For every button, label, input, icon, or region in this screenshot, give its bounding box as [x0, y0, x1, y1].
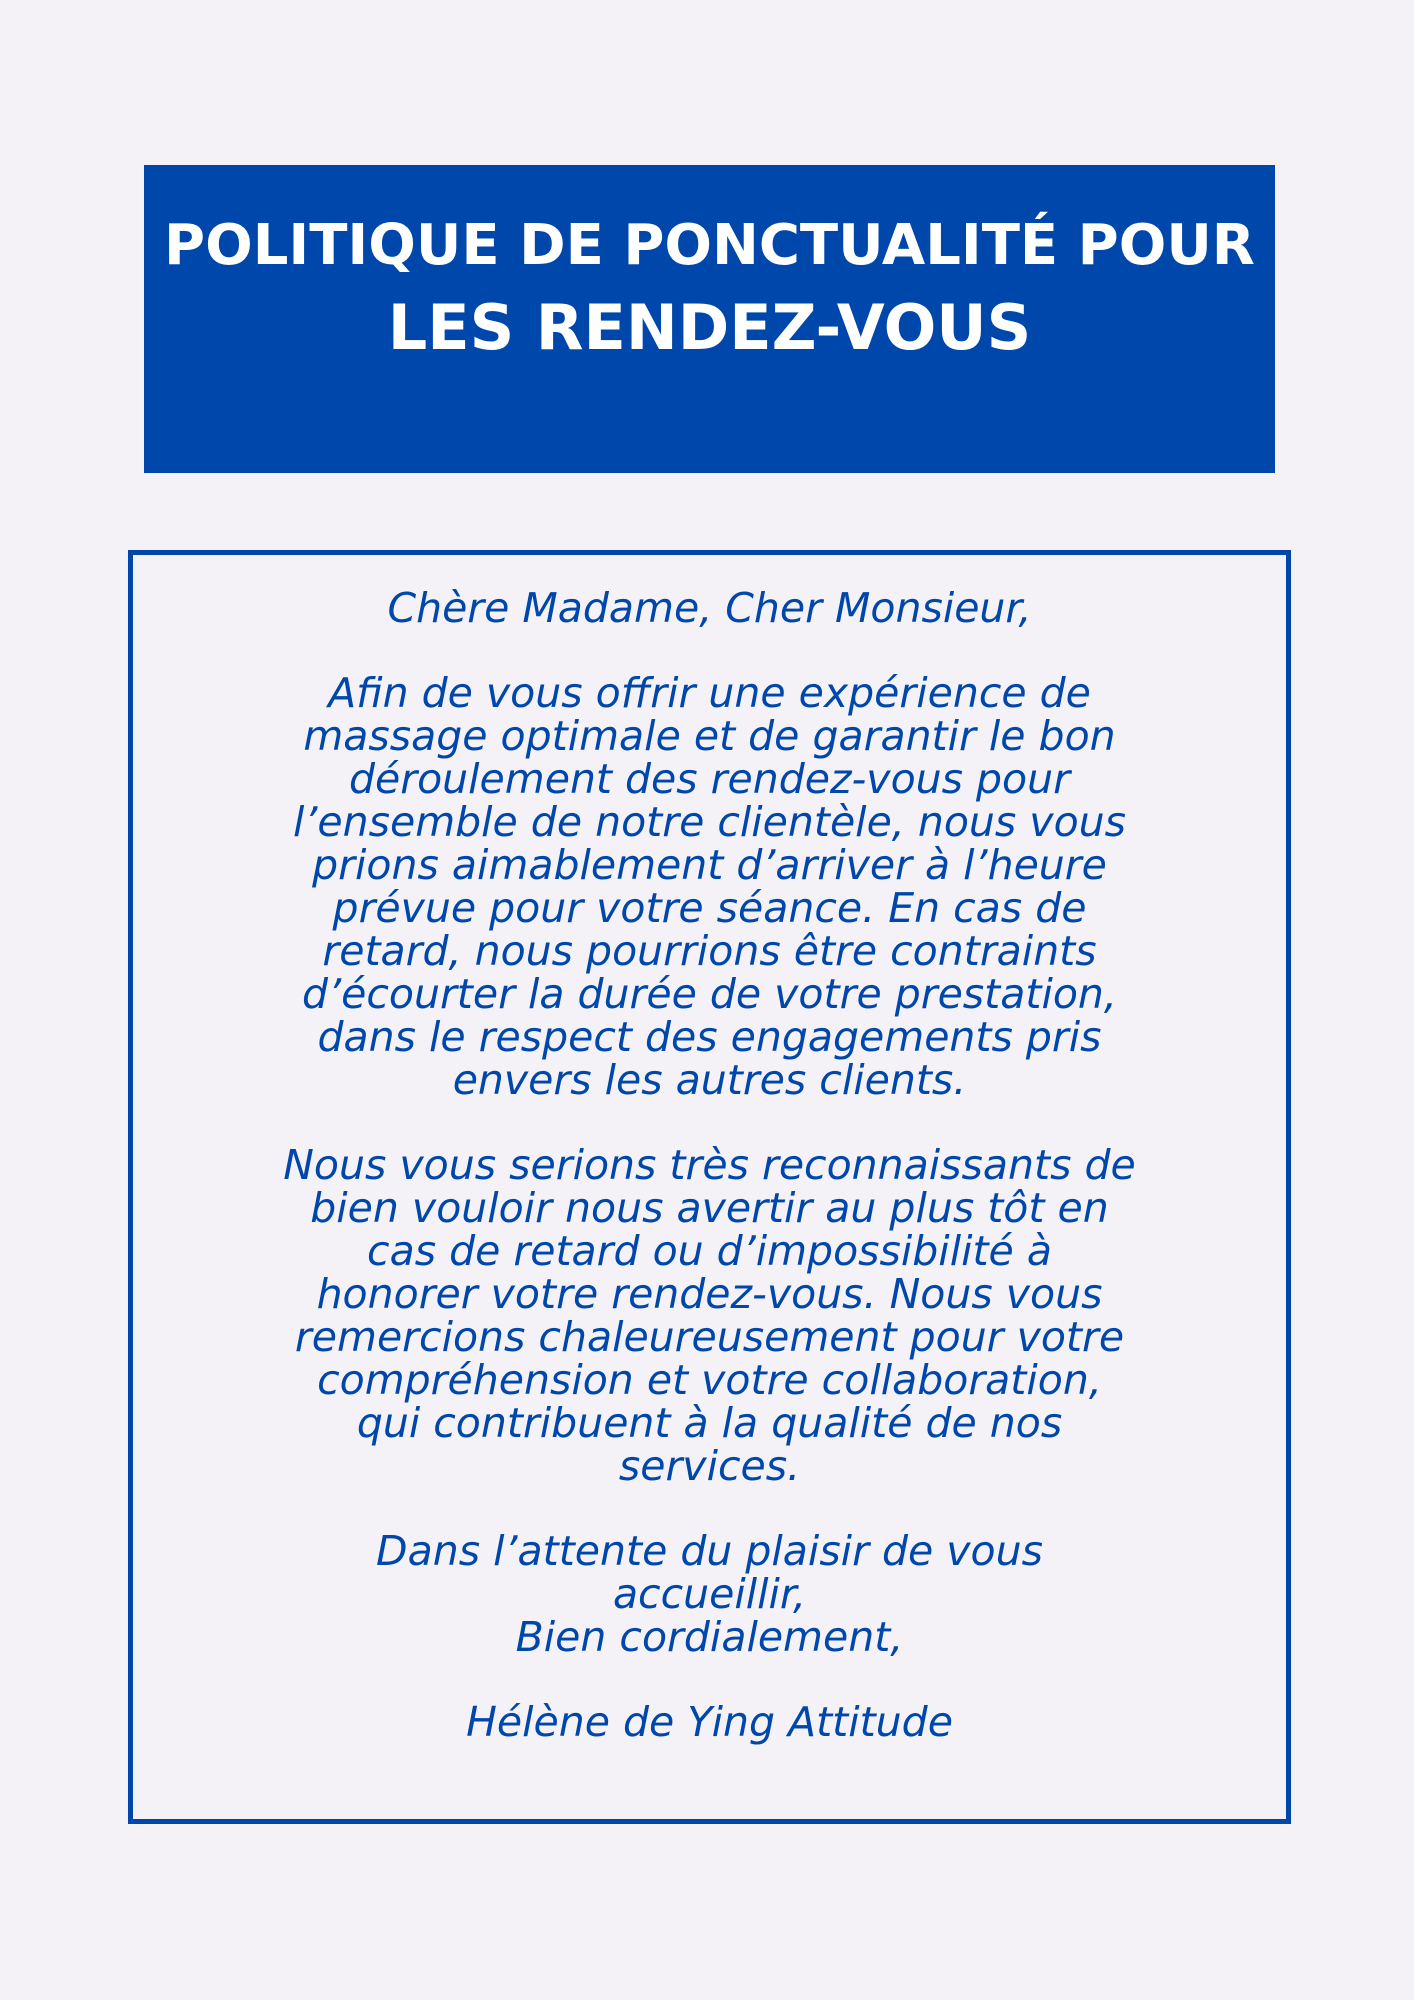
- paragraph-2-line: services.: [618, 1442, 801, 1490]
- letter-body: [133, 584, 1286, 1746]
- title-line-2: LES RENDEZ-VOUS: [387, 291, 1032, 364]
- paragraph-1-line: l’ensemble de notre clientèle, nous vous: [292, 798, 1127, 846]
- title-banner: [144, 165, 1275, 473]
- paragraph-1-line: retard, nous pourrions être contraints: [322, 927, 1097, 975]
- closing-line: Dans l’attente du plaisir de vous: [376, 1527, 1043, 1575]
- paragraph-1-line: déroulement des rendez-vous pour: [348, 755, 1070, 803]
- paragraph-1-line: dans le respect des engagements pris: [317, 1013, 1102, 1061]
- letter-frame: [128, 550, 1291, 1824]
- paragraph-2-line: honorer votre rendez-vous. Nous vous: [316, 1270, 1103, 1318]
- paragraph-1-line: massage optimale et de garantir le bon: [303, 712, 1116, 760]
- paragraph-1: [133, 669, 1286, 1104]
- closing-line: accueillir,: [612, 1570, 807, 1618]
- paragraph-2: [133, 1141, 1286, 1490]
- salutation: Chère Madame, Cher Monsieur,: [387, 584, 1032, 632]
- paragraph-2-line: Nous vous serions très reconnaissants de: [283, 1141, 1136, 1189]
- paragraph-1-line: prévue pour votre séance. En cas de: [332, 884, 1087, 932]
- paragraph-2-line: remercions chaleureusement pour votre: [294, 1313, 1125, 1361]
- title-line-1: POLITIQUE DE PONCTUALITÉ POUR: [164, 213, 1255, 278]
- paragraph-2-line: cas de retard ou d’impossibilité à: [367, 1227, 1052, 1275]
- closing: [133, 1527, 1286, 1661]
- closing-line: Bien cordialement,: [515, 1613, 904, 1661]
- paragraph-2-line: compréhension et votre collaboration,: [317, 1356, 1102, 1404]
- paragraph-2-line: qui contribuent à la qualité de nos: [356, 1399, 1063, 1447]
- paragraph-1-line: d’écourter la durée de votre prestation,: [302, 970, 1117, 1018]
- paragraph-1-line: envers les autres clients.: [452, 1056, 967, 1104]
- signature: Hélène de Ying Attitude: [466, 1698, 953, 1746]
- paragraph-1-line: Afin de vous offrir une expérience de: [328, 669, 1091, 717]
- paragraph-2-line: bien vouloir nous avertir au plus tôt en: [310, 1184, 1109, 1232]
- paragraph-1-line: prions aimablement d’arriver à l’heure: [312, 841, 1107, 889]
